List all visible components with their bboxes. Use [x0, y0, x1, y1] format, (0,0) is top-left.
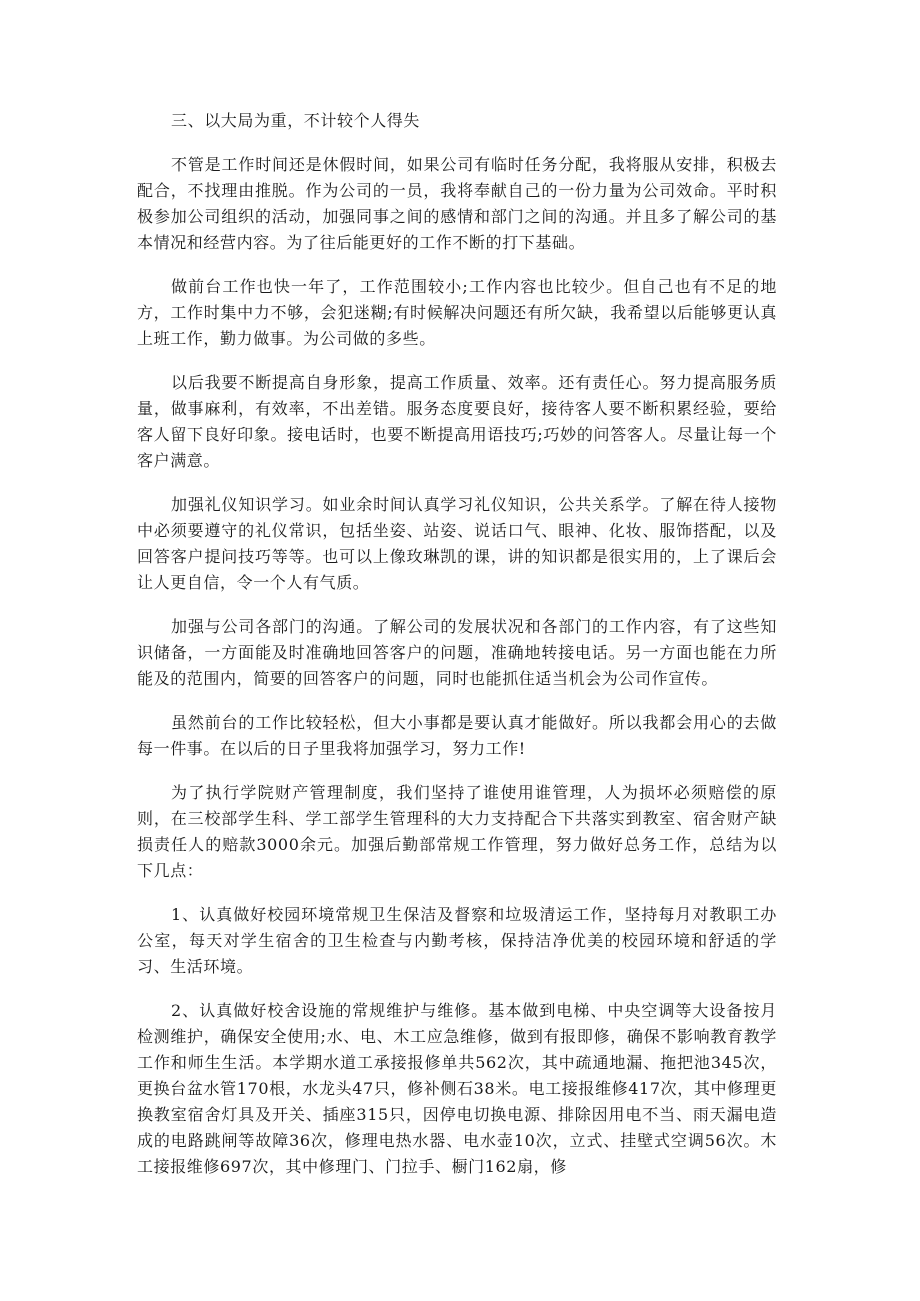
paragraph-8: 1、认真做好校园环境常规卫生保洁及督察和垃圾清运工作，坚持每月对教职工办公室，每天对学生宿舍的卫生检查与内勤考核，保持洁净优美的校园环境和舒适的学习、生活环境。 [137, 905, 777, 976]
paragraph-6: 虽然前台的工作比较轻松，但大小事都是要认真才能做好。所以我都会用心的去做每一件事。在以后的日子里我将加强学习，努力工作! [137, 713, 777, 758]
paragraph-1: 不管是工作时间还是休假时间，如果公司有临时任务分配，我将服从安排，积极去配合，不找理由推脱。作为公司的一员，我将奉献自己的一份力量为公司效命。平时积极参加公司组织的活动，加强同事之间的感情和部门之间的沟通。并且多了解公司的基本情况和经营内容。为了往后能更好的工作不断的打下基础。 [137, 155, 777, 252]
paragraph-3: 以后我要不断提高自身形象，提高工作质量、效率。还有责任心。努力提高服务质量，做事麻利，有效率，不出差错。服务态度要良好，接待客人要不断积累经验，要给客人留下良好印象。接电话时，也要不断提高用语技巧;巧妙的问答客人。尽量让每一个客户满意。 [137, 373, 777, 470]
paragraph-5: 加强与公司各部门的沟通。了解公司的发展状况和各部门的工作内容，有了这些知识储备，一方面能及时准确地回答客户的问题，准确地转接电话。另一方面也能在力所能及的范围内，简要的回答客户的问题，同时也能抓住适当机会为公司作宣传。 [137, 617, 777, 688]
paragraph-2: 做前台工作也快一年了，工作范围较小;工作内容也比较少。但自己也有不足的地方，工作时集中力不够，会犯迷糊;有时候解决问题还有所欠缺，我希望以后能够更认真上班工作，勤力做事。为公司做的多些。 [137, 277, 777, 348]
paragraph-9: 2、认真做好校舍设施的常规维护与维修。基本做到电梯、中央空调等大设备按月检测维护，确保安全使用;水、电、木工应急维修，做到有报即修，确保不影响教育教学工作和师生生活。本学期水道工承接报修单共562次，其中疏通地漏、拖把池345次，更换台盆水管170根，水龙头47只，修补侧石38米。电工接报维修417次，其中修理更换教室宿舍灯具及开关、插座315只，因停电切换电源、排除因用电不当、雨天漏电造成的电路跳闸等故障36次，修理电热水器、电水壶10次，立式、挂壁式空调56次。木工接报维修697次，其中修理门、门拉手、橱门162扇，修 [137, 1001, 777, 1176]
document-body [137, 108, 777, 1198]
section-heading: 三、以大局为重，不计较个人得失 [171, 111, 421, 130]
paragraph-7: 为了执行学院财产管理制度，我们坚持了谁使用谁管理，人为损坏必须赔偿的原则，在三校部学生科、学工部学生管理科的大力支持配合下共落实到教室、宿舍财产缺损责任人的赔款3000余元。加强后勤部常规工作管理，努力做好总务工作，总结为以下几点： [137, 783, 777, 880]
paragraph-4: 加强礼仪知识学习。如业余时间认真学习礼仪知识，公共关系学。了解在待人接物中必须要遵守的礼仪常识，包括坐姿、站姿、说话口气、眼神、化妆、服饰搭配，以及回答客户提问技巧等等。也可以上像玫琳凯的课，讲的知识都是很实用的，上了课后会让人更自信，令一个人有气质。 [137, 495, 777, 592]
